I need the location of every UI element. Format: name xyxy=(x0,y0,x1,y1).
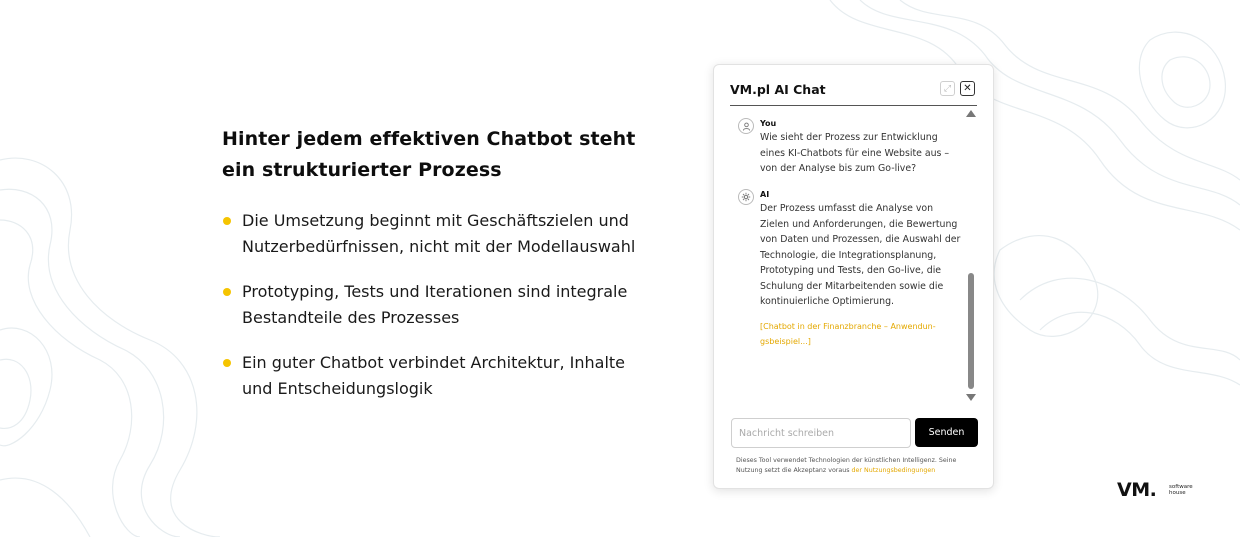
message-line: Wie sieht der Prozess zur Entwicklung xyxy=(760,132,938,143)
ai-icon xyxy=(738,189,754,205)
logo-mark: VM. xyxy=(1117,479,1157,501)
bullet-dot-icon xyxy=(223,217,231,225)
terms-link[interactable]: der Nutzungsbedingungen xyxy=(851,467,936,474)
message-author: AI xyxy=(760,190,770,199)
bullet-list xyxy=(222,208,662,401)
disclaimer xyxy=(736,456,976,476)
content-section xyxy=(222,124,662,421)
source-link-line[interactable]: [Chatbot in der Finanzbranche – Anwendun- xyxy=(760,321,936,331)
message-line: Der Prozess umfasst die Analyse von xyxy=(760,203,934,214)
logo-sub-line-1: software xyxy=(1169,484,1193,490)
source-link[interactable] xyxy=(760,319,945,350)
input-row xyxy=(731,418,979,448)
bullet-text-line-1: Ein guter Chatbot verbindet Architektur, Inhalte xyxy=(242,353,626,372)
bullet-item xyxy=(222,279,667,330)
message-line: kontinuierliche Optimierung. xyxy=(760,296,895,307)
message-author: You xyxy=(760,119,777,128)
message-line: eines KI-Chatbots für eine Website aus – xyxy=(760,147,950,159)
message-text xyxy=(760,130,968,177)
chat-title: VM.pl AI Chat xyxy=(730,82,826,97)
vm-logo xyxy=(1117,479,1207,503)
chat-header xyxy=(730,81,977,106)
message-text xyxy=(760,201,968,310)
scrollbar-thumb[interactable] xyxy=(968,273,974,389)
message-line: von Daten und Prozessen, die Auswahl der xyxy=(760,234,961,245)
bullet-text-line-1: Prototyping, Tests und Iterationen sind integrale xyxy=(242,282,628,301)
close-icon[interactable]: ✕ xyxy=(960,81,975,96)
headline xyxy=(222,124,662,186)
logo-sub-line-2: house xyxy=(1169,490,1186,496)
message-line: von der Analyse bis zum Go-live? xyxy=(760,163,917,174)
send-button[interactable]: Senden xyxy=(915,418,978,447)
message-line: Prototyping und Tests, den Go-live, die xyxy=(760,265,942,276)
message-line: Schulung der Mitarbeitenden sowie die xyxy=(760,280,944,292)
headline-line-1: Hinter jedem effektiven Chatbot steht xyxy=(222,128,636,150)
bullet-item xyxy=(222,350,667,401)
logo-subtext xyxy=(1169,484,1193,496)
message-line: Zielen und Anforderungen, die Bewertung xyxy=(760,218,958,230)
user-message xyxy=(738,118,968,177)
source-link-line[interactable]: gsbeispiel...] xyxy=(760,337,811,346)
message-line: Technologie, die Integrationsplanung, xyxy=(760,249,937,261)
bullet-item xyxy=(222,208,667,259)
headline-line-2: ein strukturierter Prozess xyxy=(222,159,502,181)
disclaimer-line-2: Nutzung setzt die Akzeptanz voraus xyxy=(736,467,852,474)
disclaimer-line-1: Dieses Tool verwendet Technologien der künstlichen Intelligenz. Seine xyxy=(736,457,957,464)
user-icon xyxy=(738,118,754,134)
bullet-dot-icon xyxy=(223,288,231,296)
expand-icon[interactable]: ⤢ xyxy=(940,81,955,96)
bullet-dot-icon xyxy=(223,359,231,367)
ai-message xyxy=(738,189,968,350)
scroll-up-arrow-icon[interactable] xyxy=(966,110,976,117)
bullet-text-line-2: Nutzerbedürfnissen, nicht mit der Modellauswahl xyxy=(242,236,636,256)
bullet-text-line-2: und Entscheidungslogik xyxy=(242,378,433,398)
scroll-down-arrow-icon[interactable] xyxy=(966,394,976,401)
chat-widget xyxy=(713,64,994,489)
bullet-text-line-2: Bestandteile des Prozesses xyxy=(242,307,460,327)
bullet-text-line-1: Die Umsetzung beginnt mit Geschäftszielen und xyxy=(242,211,629,230)
message-input[interactable] xyxy=(731,418,911,448)
